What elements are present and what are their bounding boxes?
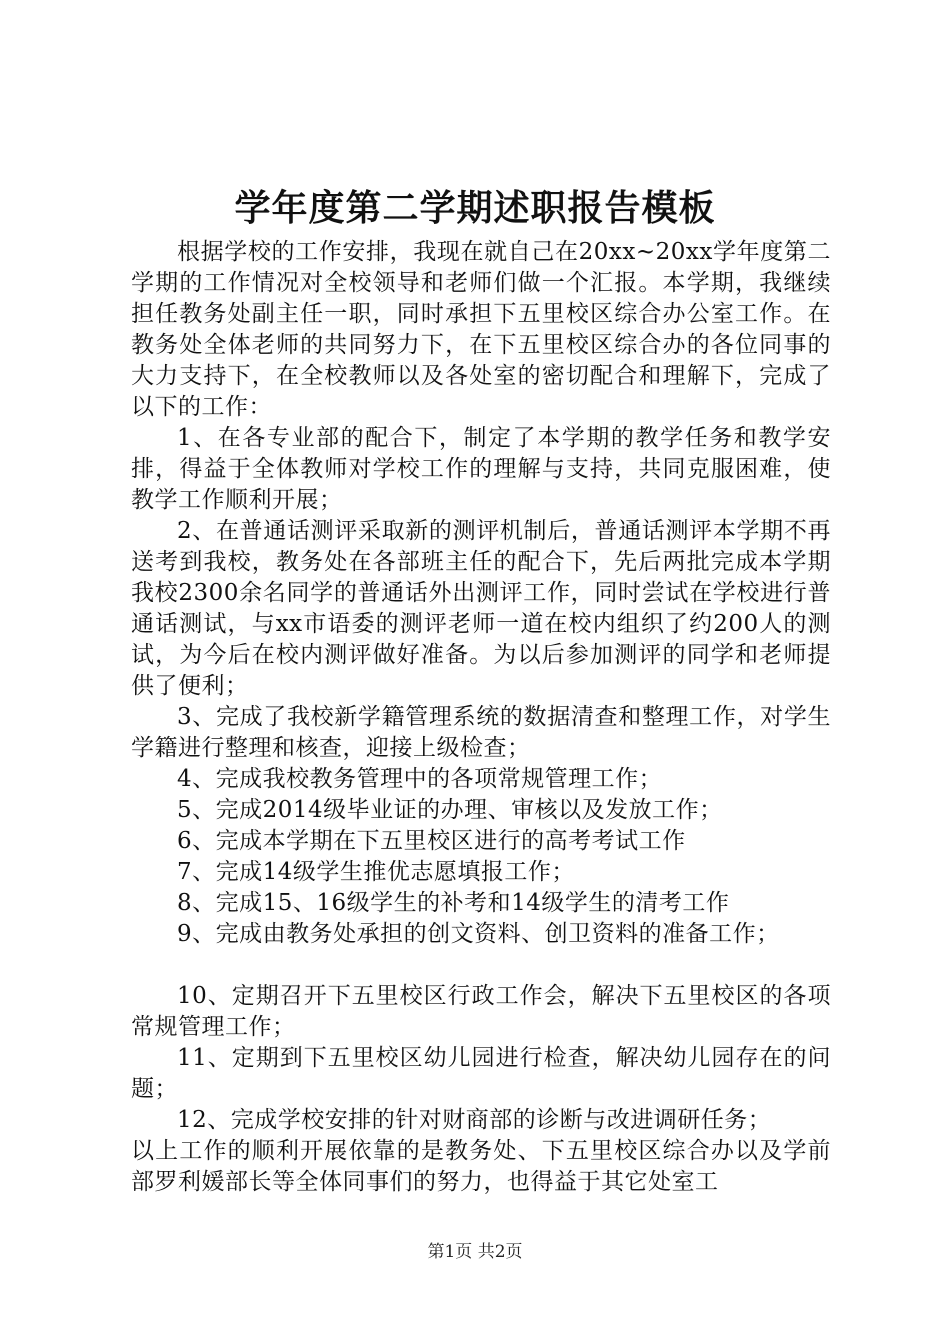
list-item-6: 6、完成本学期在下五里校区进行的高考考试工作	[177, 828, 686, 854]
list-item-3: 3、完成了我校新学籍管理系统的数据清查和整理工作，对学生学籍进行整理和核查，迎接上级检查；	[131, 704, 831, 761]
document-title: 学年度第二学期述职报告模板	[234, 187, 716, 229]
list-item-5: 5、完成2014级毕业证的办理、审核以及发放工作；	[177, 797, 723, 823]
list-item-1: 1、在各专业部的配合下，制定了本学期的教学任务和教学安排，得益于全体教师对学校工作的理解与支持，共同克服困难，使教学工作顺利开展；	[131, 425, 831, 513]
summary-paragraph: 以上工作的顺利开展依靠的是教务处、下五里校区综合办以及学前部罗利媛部长等全体同事们的努力，也得益于其它处室工	[131, 1138, 831, 1195]
page-number-footer: 第1页 共2页	[427, 1242, 523, 1262]
list-item-11: 11、定期到下五里校区幼儿园进行检查，解决幼儿园存在的问题；	[131, 1045, 831, 1102]
document-body	[131, 237, 831, 1198]
list-item-4: 4、完成我校教务管理中的各项常规管理工作；	[177, 766, 663, 792]
list-item-12: 12、完成学校安排的针对财商部的诊断与改进调研任务；	[177, 1107, 772, 1133]
list-item-8: 8、完成15、16级学生的补考和14级学生的清考工作	[177, 890, 730, 916]
list-item-10: 10、定期召开下五里校区行政工作会，解决下五里校区的各项常规管理工作；	[131, 983, 831, 1040]
list-item-9: 9、完成由教务处承担的创文资料、创卫资料的准备工作；	[177, 921, 780, 947]
list-item-2: 2、在普通话测评采取新的测评机制后，普通话测评本学期不再送考到我校，教务处在各部班主任的配合下，先后两批完成本学期我校2300余名同学的普通话外出测评工作，同时尝试在学校进行普通话测试，与xx市语委的测评老师一道在校内组织了约200人的测试，为今后在校内测评做好准备。为以后参加测评的同学和老师提供了便利；	[131, 518, 831, 699]
intro-paragraph: 根据学校的工作安排，我现在就自己在20xx~20xx学年度第二学期的工作情况对全校领导和老师们做一个汇报。本学期，我继续担任教务处副主任一职，同时承担下五里校区综合办公室工作。在教务处全体老师的共同努力下，在下五里校区综合办的各位同事的大力支持下，在全校教师以及各处室的密切配合和理解下，完成了以下的工作：	[131, 239, 831, 420]
list-item-7: 7、完成14级学生推优志愿填报工作；	[177, 859, 575, 885]
